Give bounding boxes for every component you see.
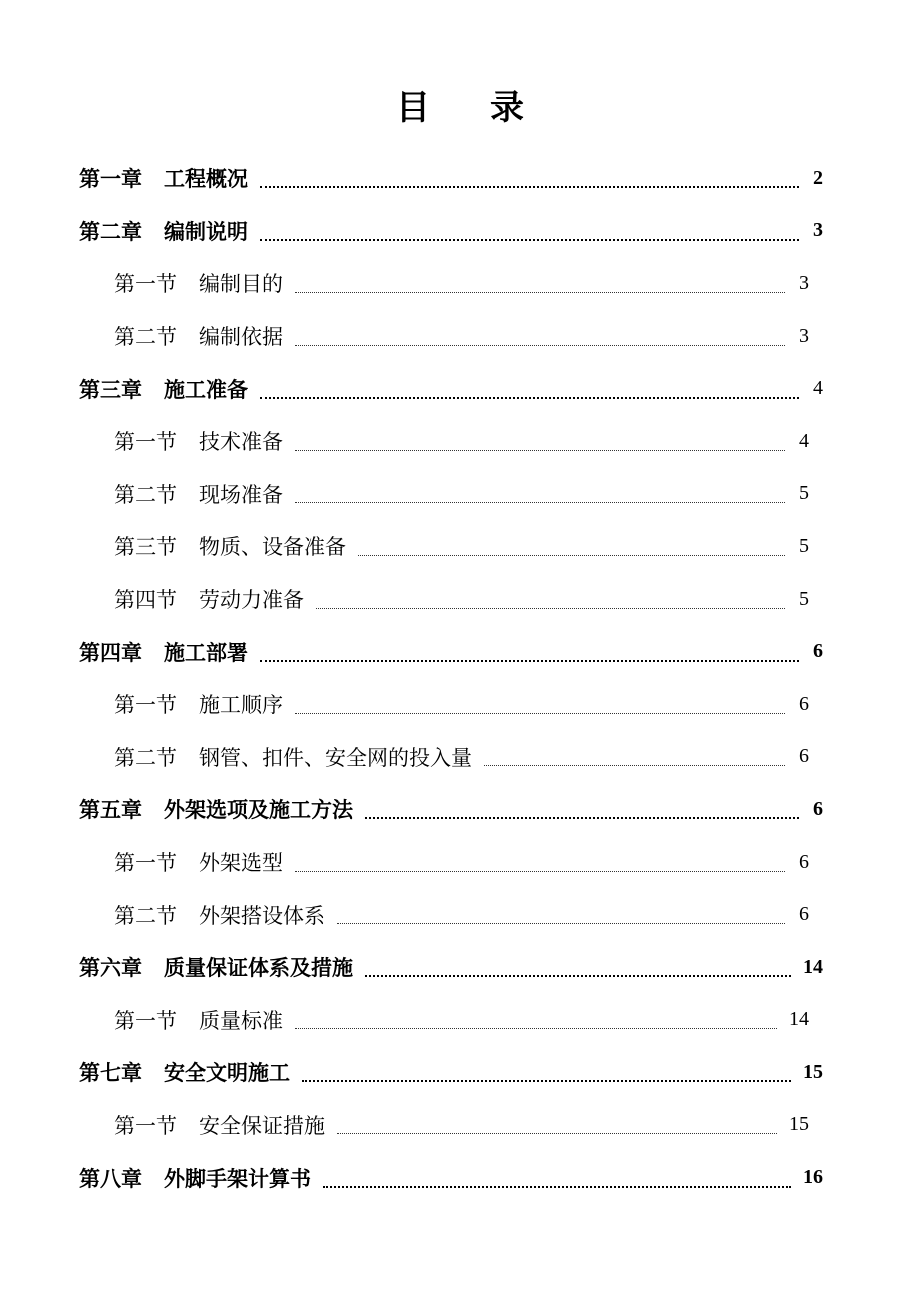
toc-entry-number: 第一节	[114, 1113, 177, 1138]
toc-entry-section[interactable]	[0, 1099, 920, 1152]
toc-entry-chapter-6[interactable]	[0, 941, 920, 994]
dot-leader	[260, 172, 799, 188]
dot-leader	[484, 751, 785, 766]
toc-entry-page: 6	[799, 745, 809, 768]
toc-entry-page: 5	[799, 482, 809, 505]
toc-entry-title: 施工准备	[164, 376, 248, 402]
toc-entry-title: 现场准备	[199, 482, 283, 507]
toc-entry-page: 4	[799, 429, 809, 452]
toc-entry-page: 5	[799, 587, 809, 610]
toc-entry-section[interactable]	[0, 836, 920, 889]
toc-entry-section[interactable]	[0, 888, 920, 941]
dot-leader	[316, 594, 785, 609]
dot-leader	[302, 1066, 791, 1082]
toc-entry-page: 14	[803, 955, 823, 978]
dot-leader	[295, 699, 785, 714]
toc-entry-page: 3	[813, 219, 823, 242]
dot-leader	[337, 1119, 777, 1134]
toc-entry-number: 第二节	[114, 745, 177, 770]
toc-entry-number: 第三章	[79, 376, 142, 402]
page-title	[0, 84, 920, 132]
toc-entry-title: 外架搭设体系	[199, 903, 325, 928]
toc-entry-page: 15	[789, 1113, 809, 1136]
dot-leader	[295, 857, 785, 872]
toc-entry-title: 质量标准	[199, 1008, 283, 1033]
dot-leader	[260, 383, 799, 399]
toc-entry-page: 6	[799, 850, 809, 873]
toc-entry-number: 第一节	[114, 272, 177, 297]
toc-entry-chapter-2[interactable]	[0, 205, 920, 258]
toc-entry-title: 施工顺序	[199, 693, 283, 718]
toc-entry-section[interactable]	[0, 731, 920, 784]
toc-entry-section[interactable]	[0, 520, 920, 573]
title-char-right: 录	[490, 88, 524, 128]
toc-entry-chapter-1[interactable]	[0, 152, 920, 205]
toc-entry-page: 2	[813, 166, 823, 189]
dot-leader	[295, 488, 785, 503]
title-char-left: 目	[396, 88, 430, 128]
toc-entry-number: 第二章	[79, 218, 142, 244]
toc-entry-number: 第八章	[79, 1165, 142, 1191]
toc-entry-number: 第二节	[114, 482, 177, 507]
toc-entry-title: 外脚手架计算书	[164, 1165, 311, 1191]
table-of-contents	[0, 152, 920, 1204]
dot-leader	[295, 331, 785, 346]
toc-entry-chapter-8[interactable]	[0, 1151, 920, 1204]
toc-entry-page: 6	[799, 903, 809, 926]
toc-entry-title: 安全文明施工	[164, 1060, 290, 1086]
toc-entry-title: 工程概况	[164, 166, 248, 192]
toc-entry-page: 6	[813, 797, 823, 820]
toc-entry-number: 第一节	[114, 693, 177, 718]
toc-entry-title: 编制依据	[199, 325, 283, 350]
dot-leader	[295, 1014, 777, 1029]
toc-entry-number: 第七章	[79, 1060, 142, 1086]
toc-entry-number: 第三节	[114, 535, 177, 560]
toc-entry-title: 编制目的	[199, 272, 283, 297]
dot-leader	[323, 1172, 791, 1188]
toc-entry-title: 安全保证措施	[199, 1113, 325, 1138]
toc-entry-page: 3	[799, 271, 809, 294]
toc-entry-title: 外架选型	[199, 851, 283, 876]
toc-entry-page: 6	[813, 640, 823, 663]
dot-leader	[260, 646, 799, 662]
toc-entry-chapter-7[interactable]	[0, 1046, 920, 1099]
toc-entry-chapter-4[interactable]	[0, 625, 920, 678]
toc-entry-number: 第六章	[79, 955, 142, 981]
toc-entry-title: 技术准备	[199, 430, 283, 455]
toc-entry-title: 劳动力准备	[199, 588, 304, 613]
toc-entry-title: 钢管、扣件、安全网的投入量	[199, 745, 472, 770]
dot-leader	[365, 961, 791, 977]
toc-entry-number: 第二节	[114, 325, 177, 350]
toc-entry-title: 物质、设备准备	[199, 535, 346, 560]
toc-entry-section[interactable]	[0, 310, 920, 363]
toc-entry-page: 6	[799, 692, 809, 715]
toc-entry-chapter-3[interactable]	[0, 362, 920, 415]
toc-entry-page: 4	[813, 377, 823, 400]
toc-entry-section[interactable]	[0, 994, 920, 1047]
toc-entry-number: 第一章	[79, 166, 142, 192]
dot-leader	[295, 436, 785, 451]
toc-entry-title: 质量保证体系及措施	[164, 955, 353, 981]
toc-entry-page: 3	[799, 324, 809, 347]
toc-entry-page: 16	[803, 1166, 823, 1189]
toc-entry-title: 编制说明	[164, 218, 248, 244]
toc-entry-chapter-5[interactable]	[0, 783, 920, 836]
toc-entry-section[interactable]	[0, 415, 920, 468]
toc-entry-page: 14	[789, 1008, 809, 1031]
dot-leader	[295, 278, 785, 293]
toc-entry-title: 外架选项及施工方法	[164, 797, 353, 823]
toc-entry-section[interactable]	[0, 468, 920, 521]
toc-entry-section[interactable]	[0, 678, 920, 731]
toc-entry-number: 第二节	[114, 903, 177, 928]
toc-entry-number: 第四节	[114, 588, 177, 613]
toc-entry-number: 第一节	[114, 851, 177, 876]
dot-leader	[365, 803, 799, 819]
toc-entry-section[interactable]	[0, 257, 920, 310]
toc-entry-section[interactable]	[0, 573, 920, 626]
dot-leader	[337, 909, 785, 924]
toc-entry-title: 施工部署	[164, 639, 248, 665]
toc-entry-page: 15	[803, 1060, 823, 1083]
toc-entry-number: 第五章	[79, 797, 142, 823]
dot-leader	[260, 225, 799, 241]
dot-leader	[358, 541, 785, 556]
toc-entry-number: 第一节	[114, 1008, 177, 1033]
toc-entry-number: 第四章	[79, 639, 142, 665]
toc-entry-number: 第一节	[114, 430, 177, 455]
toc-entry-page: 5	[799, 534, 809, 557]
